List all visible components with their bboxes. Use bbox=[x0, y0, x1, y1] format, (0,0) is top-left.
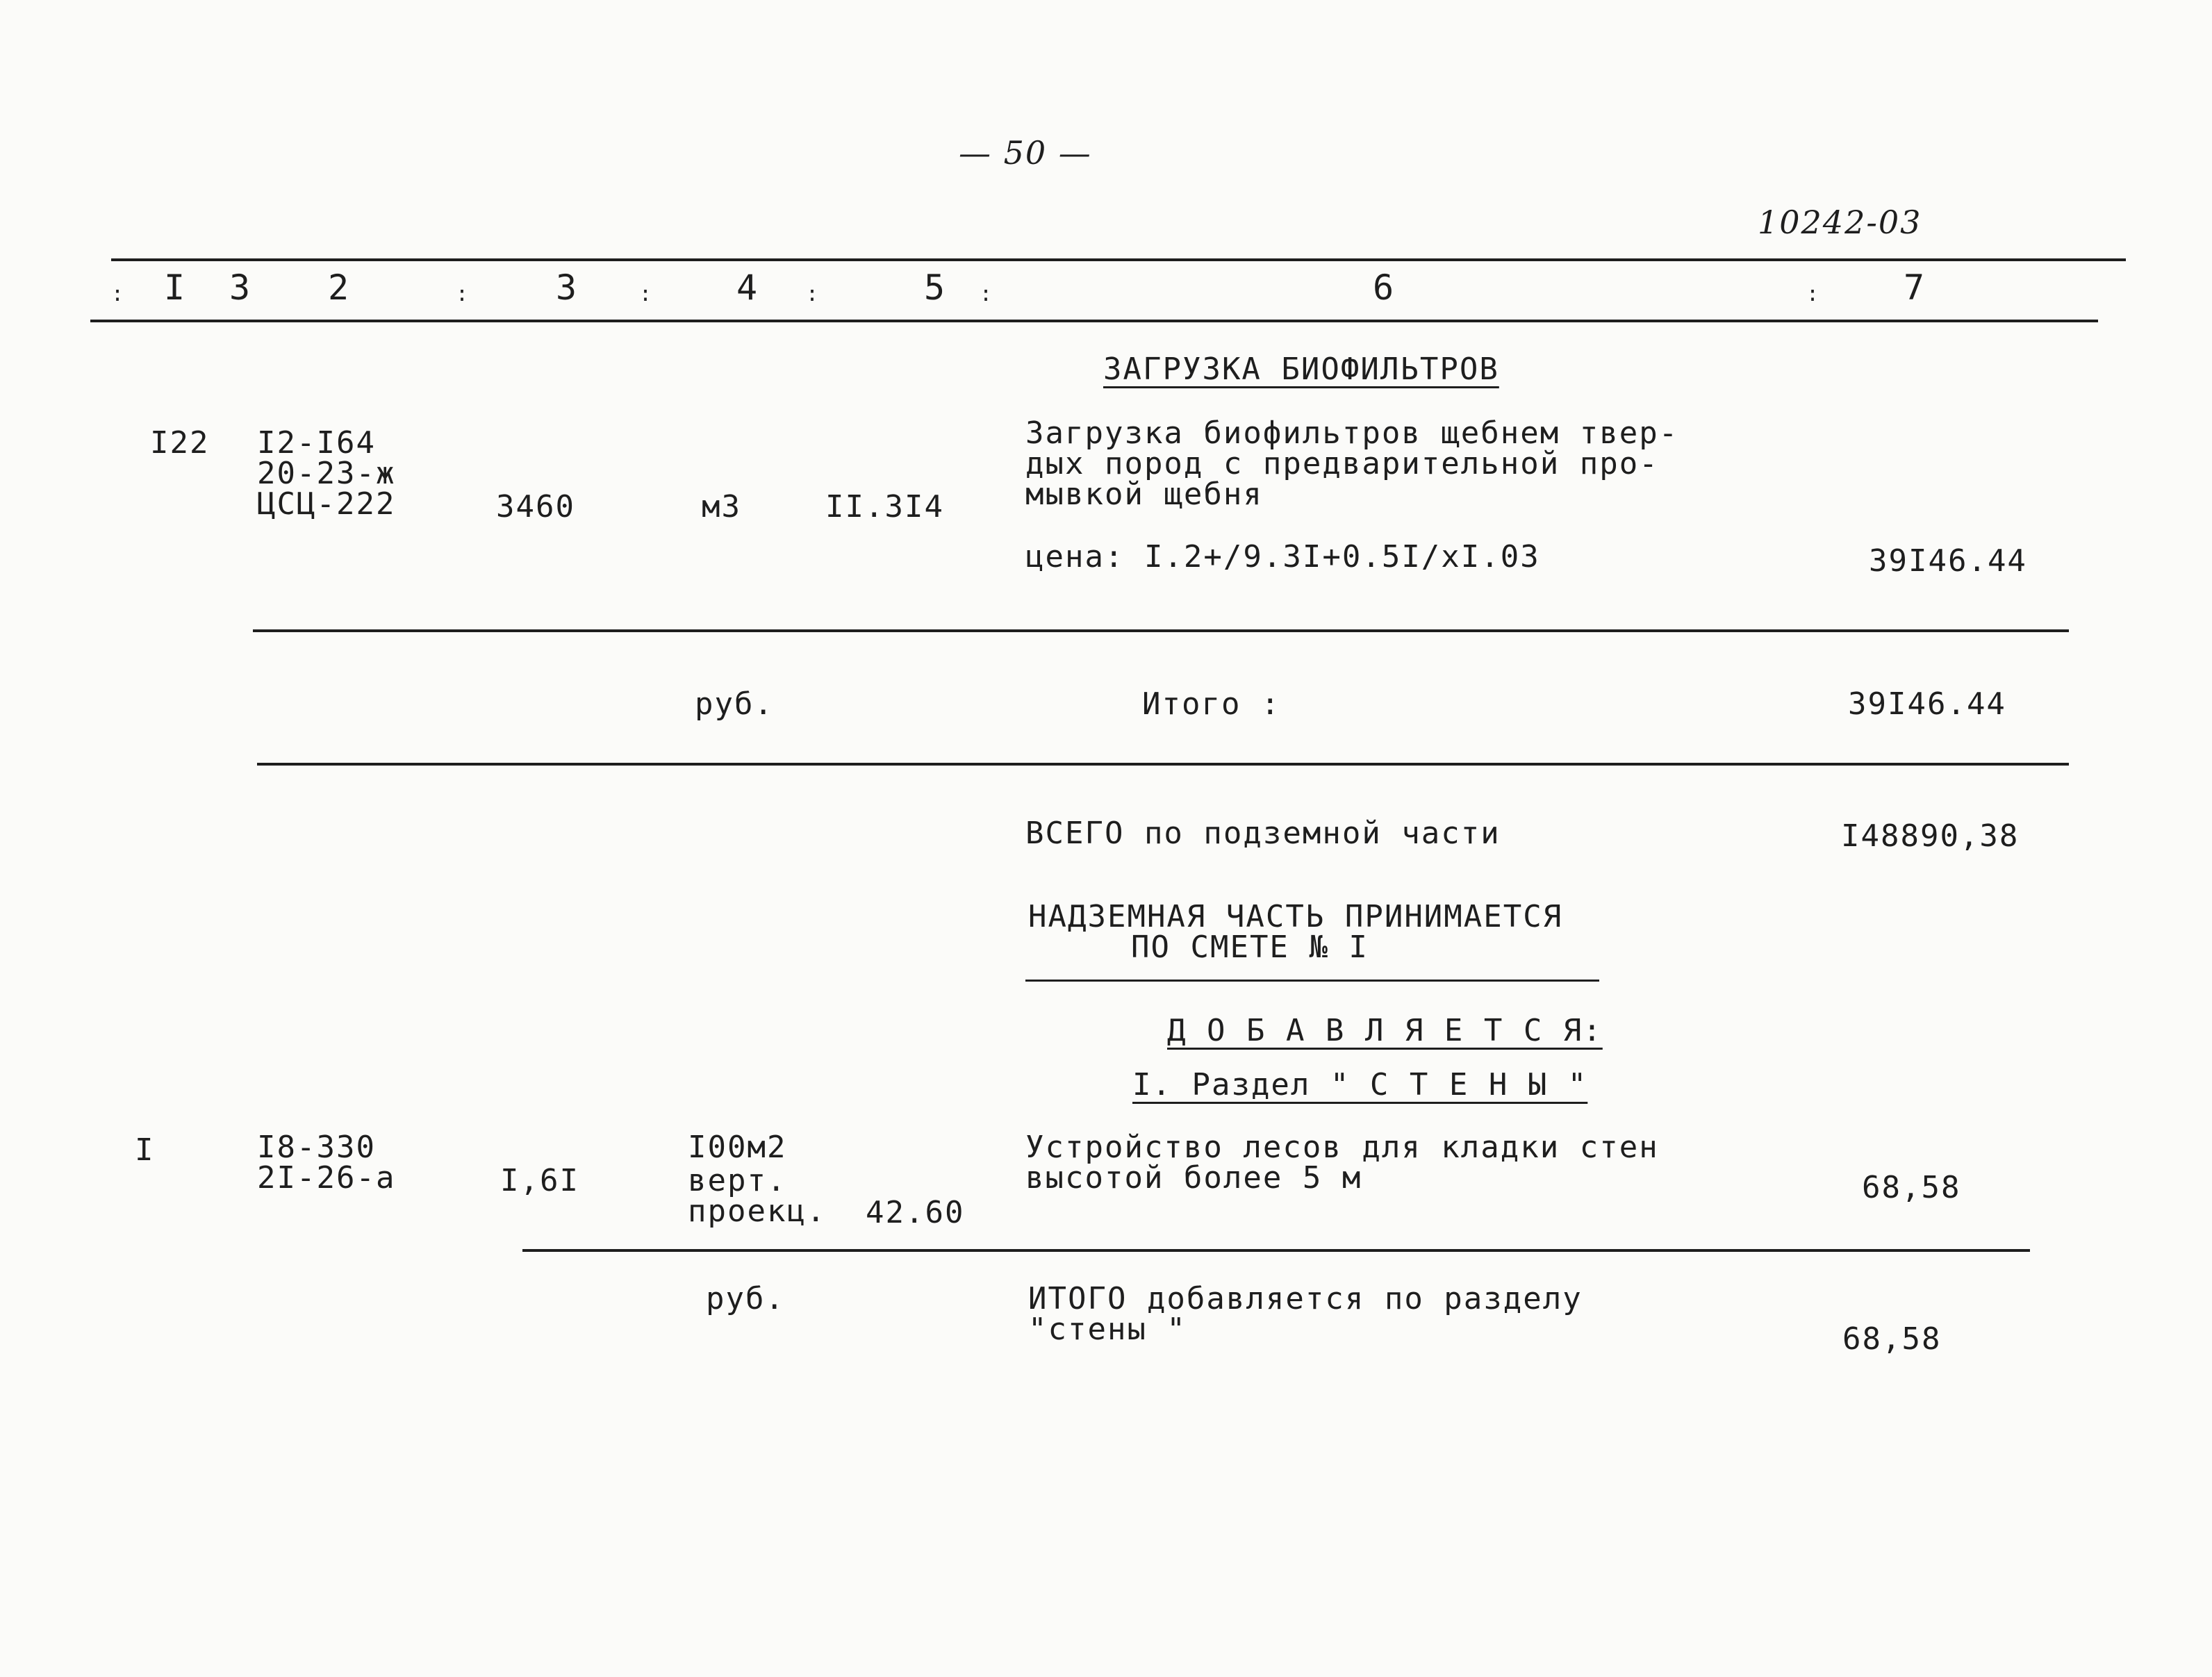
code-line: I8-330 bbox=[257, 1130, 376, 1165]
subtotal-unit: руб. bbox=[706, 1281, 785, 1316]
note-line: ПО СМЕТЕ № I bbox=[1131, 930, 1369, 965]
grand-total-value: I48890,38 bbox=[1841, 818, 2020, 854]
col-number-5: 5 bbox=[924, 267, 947, 308]
page-number: — 50 — bbox=[959, 134, 1092, 172]
note-rule bbox=[1025, 980, 1599, 982]
price-formula: цена: I.2+/9.3I+0.5I/xI.03 bbox=[1025, 539, 1540, 575]
col-number-2: 2 bbox=[328, 267, 351, 308]
code-line: I2-I64 bbox=[257, 425, 376, 461]
description-line: Устройство лесов для кладки стен bbox=[1025, 1130, 1659, 1165]
subtotal-value: 68,58 bbox=[1842, 1321, 1942, 1357]
unit-line: проекц. bbox=[688, 1193, 827, 1229]
col-number-7: 7 bbox=[1904, 267, 1926, 308]
col-number-1: I bbox=[164, 267, 187, 308]
unit-line: I00м2 bbox=[688, 1130, 787, 1165]
subtotal-label: Итого : bbox=[1142, 686, 1281, 722]
code-line: ЦСЦ-222 bbox=[257, 486, 396, 522]
header-bottom-rule bbox=[90, 320, 2098, 322]
note-line: НАДЗЕМНАЯ ЧАСТЬ ПРИНИМАЕТСЯ bbox=[1028, 899, 1563, 934]
code-line: 20-23-ж bbox=[257, 456, 396, 491]
subtotal-rule bbox=[257, 763, 2069, 766]
row-rule bbox=[253, 629, 2069, 632]
rate-cell: 42.60 bbox=[866, 1195, 965, 1230]
subtotal-label-line: "стены " bbox=[1028, 1312, 1187, 1347]
col-separator: : bbox=[456, 282, 470, 306]
section-heading: ЗАГРУЗКА БИОФИЛЬТРОВ bbox=[1103, 352, 1499, 387]
code-line: 2I-26-а bbox=[257, 1160, 396, 1196]
added-heading: Д О Б А В Л Я Е Т С Я: bbox=[1167, 1013, 1603, 1048]
description-line: мывкой щебня bbox=[1025, 477, 1263, 512]
subtotal-label-line: ИТОГО добавляется по разделу bbox=[1028, 1281, 1583, 1316]
col-number-4: 4 bbox=[736, 267, 759, 308]
subtotal-unit: руб. bbox=[695, 686, 774, 722]
description-line: высотой более 5 м bbox=[1025, 1160, 1362, 1196]
row-rule bbox=[522, 1249, 2030, 1252]
unit-cell: м3 bbox=[702, 489, 741, 524]
unit-line: верт. bbox=[688, 1163, 787, 1198]
document-code: 10242-03 bbox=[1758, 204, 1922, 241]
header-top-rule bbox=[111, 258, 2126, 261]
col-number-6: 6 bbox=[1373, 267, 1396, 308]
col-separator: : bbox=[1806, 282, 1821, 306]
subtotal-value: 39I46.44 bbox=[1848, 686, 2006, 722]
quantity-cell: 3460 bbox=[496, 489, 575, 524]
row-total: 68,58 bbox=[1862, 1170, 1961, 1205]
col-number-3: 3 bbox=[556, 267, 579, 308]
quantity-cell: I,6I bbox=[500, 1163, 579, 1198]
description-line: Загрузка биофильтров щебнем твер- bbox=[1025, 415, 1679, 451]
row-number: I bbox=[135, 1132, 155, 1168]
col-separator: : bbox=[111, 282, 126, 306]
added-subheading: I. Раздел " С Т Е Н Ы " bbox=[1132, 1067, 1588, 1102]
grand-total-label: ВСЕГО по подземной части bbox=[1025, 816, 1501, 851]
col-separator: : bbox=[980, 282, 994, 306]
description-line: дых пород с предварительной про- bbox=[1025, 446, 1659, 481]
rate-cell: II.3I4 bbox=[825, 489, 944, 524]
row-number: I22 bbox=[150, 425, 210, 461]
col-separator: : bbox=[806, 282, 820, 306]
col-separator: : bbox=[639, 282, 654, 306]
col-number-1b: 3 bbox=[229, 267, 252, 308]
row-total: 39I46.44 bbox=[1869, 543, 2027, 579]
